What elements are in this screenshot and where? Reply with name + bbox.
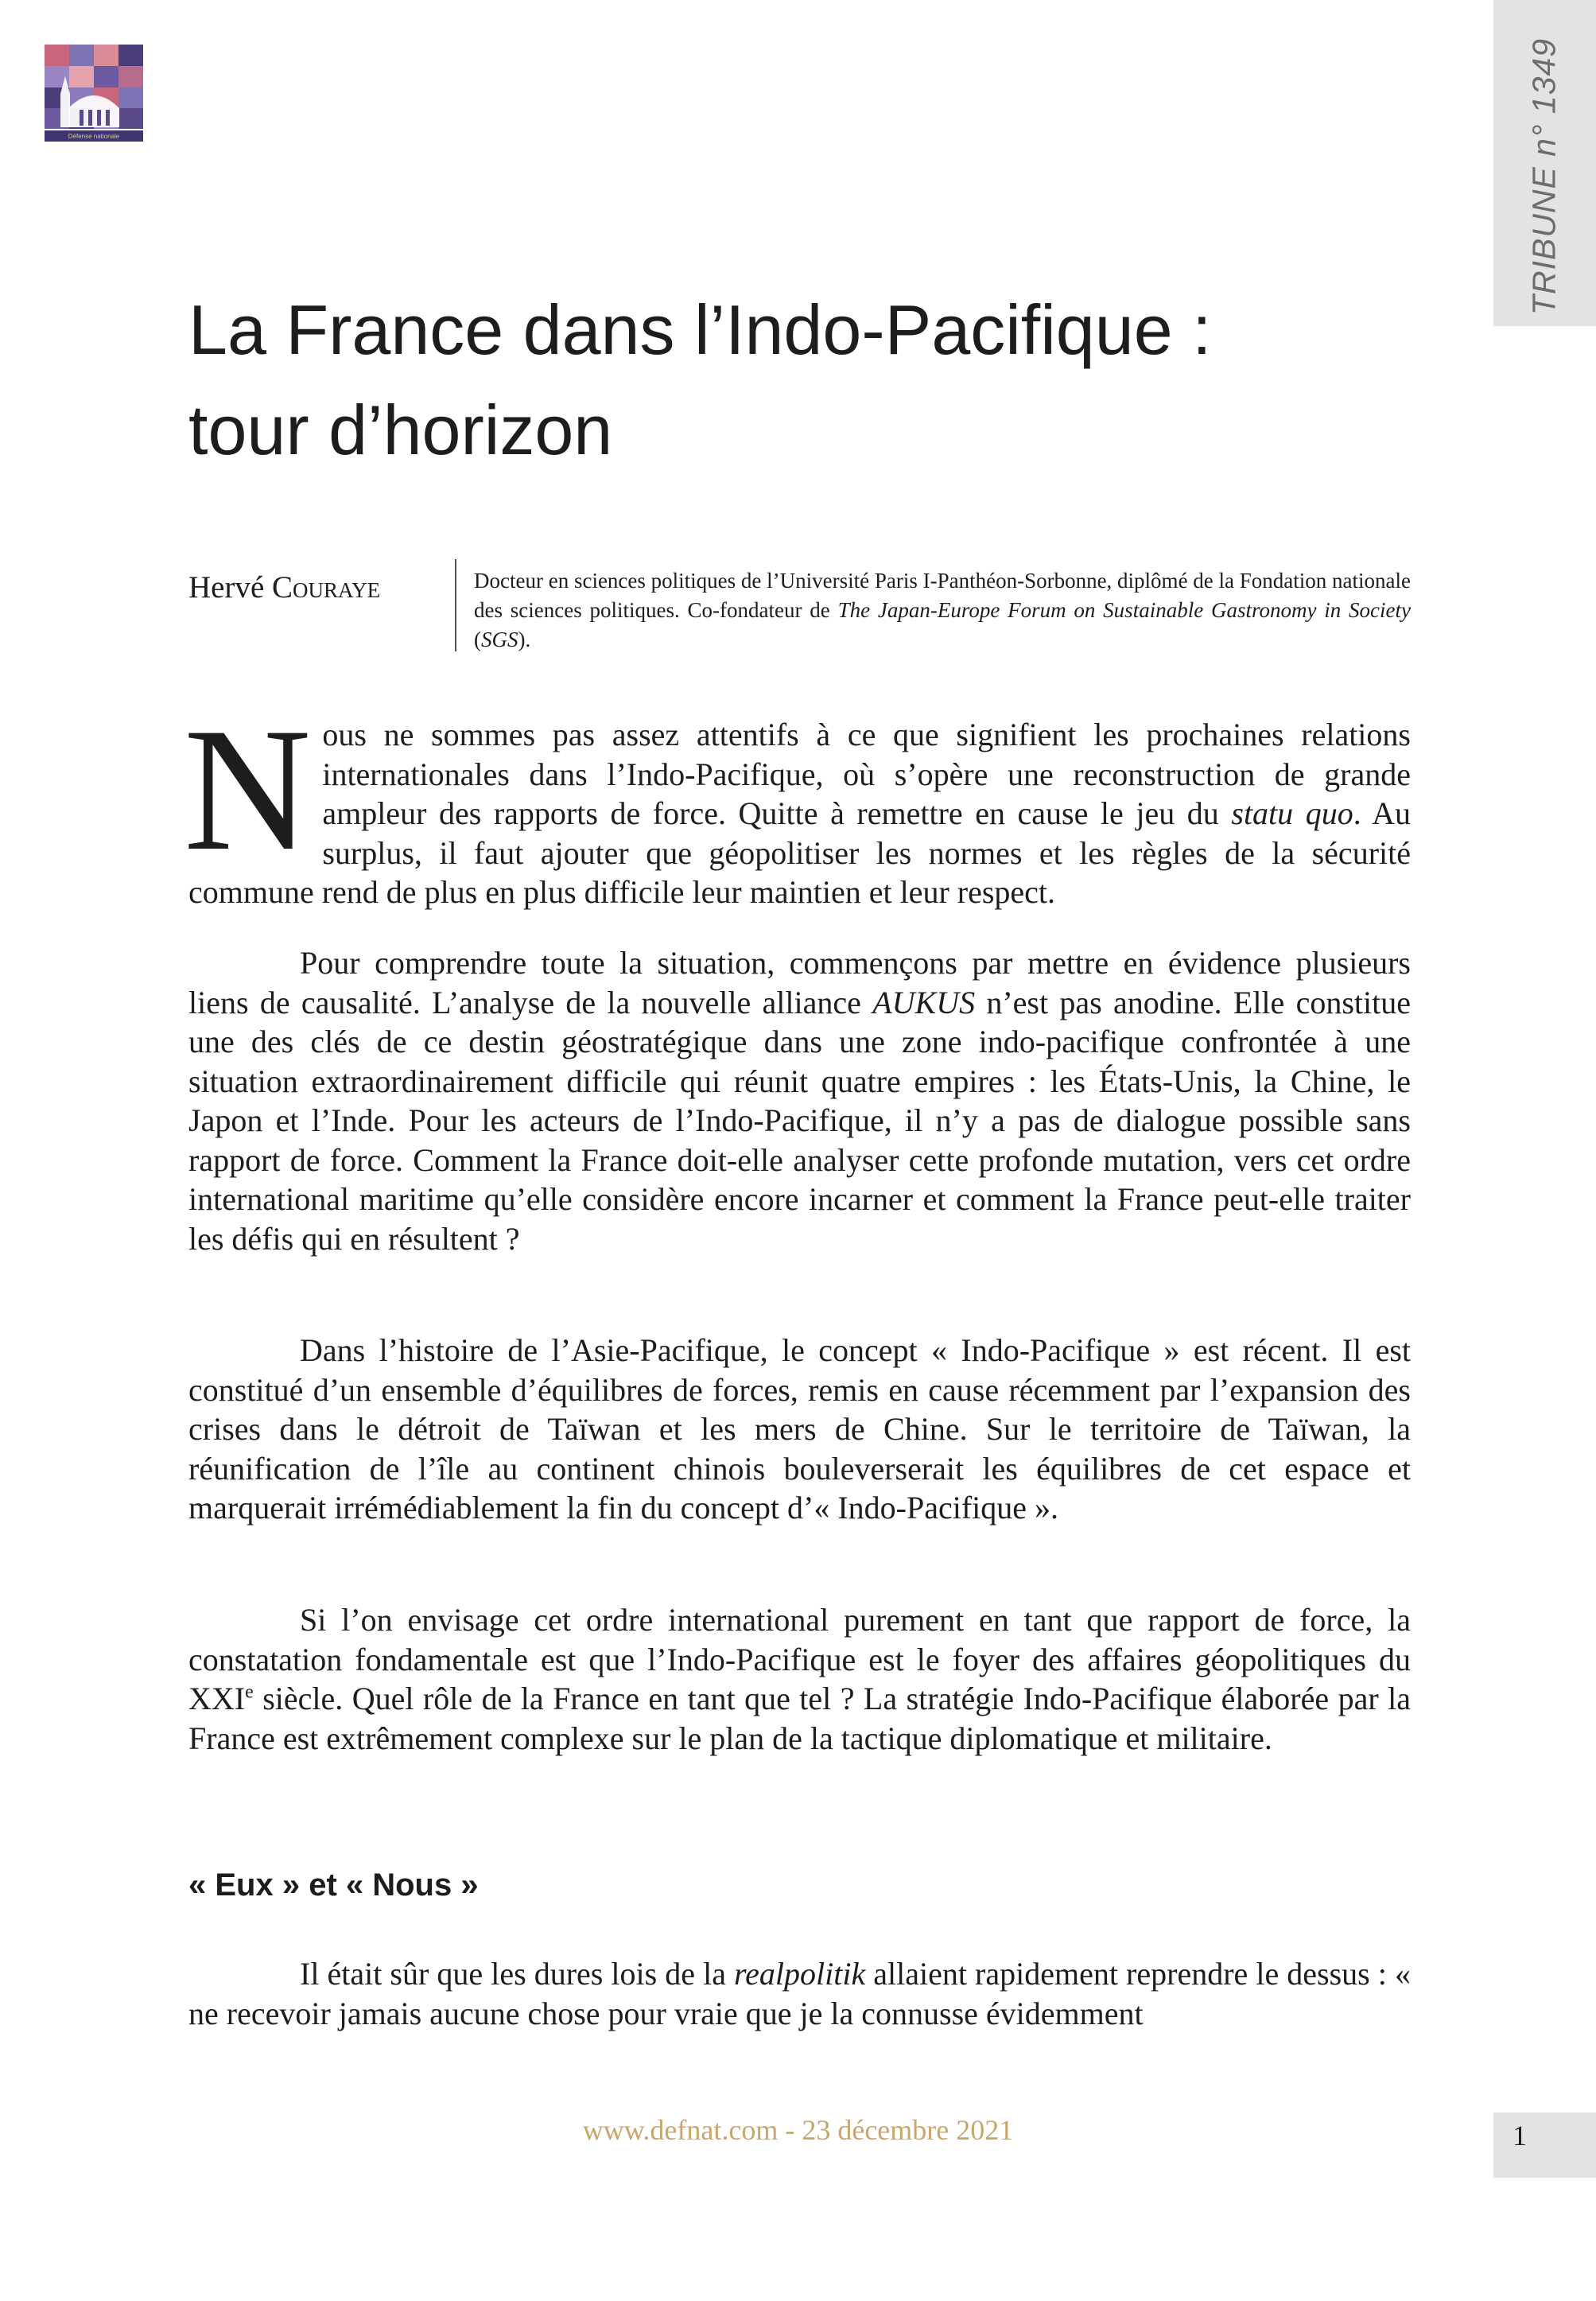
section-heading: « Eux » et « Nous » (188, 1868, 479, 1903)
author-bio (474, 566, 1411, 655)
author-first-name: Hervé (188, 570, 265, 604)
page-number-tab (1493, 2112, 1596, 2178)
paragraph-4 (188, 1600, 1411, 1758)
paragraph-text: Dans l’histoire de l’Asie-Pacifique, le concept « Indo-Pacifique » est récent. Il est constitué d’un ensemble d’équilibres de forces, remis en cause récemment par l’expansion des crises dans le détroit de Taïwan et les mers de Chine. Sur le territoire de Taïwan, la réunification de l’île au continent chinois bouleverserait les équilibres de cet espace et marquerait irrémédiablement la fin du concept d’« Indo-Pacifique ». (188, 1332, 1411, 1526)
author-divider (455, 559, 456, 651)
footer-url[interactable]: www.defnat.com (582, 2114, 779, 2146)
paragraph-3 (188, 1331, 1411, 1528)
bio-text: ( (474, 628, 481, 651)
paragraph-italic: statu quo (1231, 795, 1353, 831)
bio-text: Docteur en sciences politiques de l’Université Paris I-Panthéon-Sorbonne, diplômé de la Fondation nationale des sciences politiques. Co-fondateur de (474, 569, 1411, 622)
paragraph-2 (188, 943, 1411, 1258)
paragraph-text: Si l’on envisage cet ordre international purement en tant que rapport de force, la constatation fondamentale est que l’Indo-Pacifique est le foyer des affaires géopolitiques du XXI (188, 1602, 1411, 1716)
paragraph-text: Pour comprendre toute la situation, commençons par mettre en évidence plusieurs liens de causalité. L’analyse de la nouvelle alliance (188, 945, 1411, 1020)
page-number: 1 (1513, 2120, 1527, 2151)
logo-caption: Défense nationale (68, 133, 120, 140)
paragraph-italic: realpolitik (734, 1956, 866, 1992)
bio-forum-acronym: SGS (481, 628, 518, 651)
bio-forum-name: The Japan-Europe Forum on Sustainable Gastronomy in Society (837, 598, 1411, 622)
defnat-logo (45, 45, 143, 142)
tribune-number-label: TRIBUNE n° 1349 (1525, 37, 1563, 316)
paragraph-text: . Au surplus, il faut ajouter que géopolitiser les normes et les règles de la sécurité commune rend de plus en plus difficile leur maintien et leur respect. (188, 795, 1411, 910)
author-last-name: Couraye (272, 570, 381, 604)
bio-text: ). (518, 628, 531, 651)
drop-cap: N (184, 692, 312, 888)
footer-date: 23 décembre 2021 (802, 2114, 1014, 2146)
paragraph-text: ous ne sommes pas assez attentifs à ce que signifient les prochaines relations internationales dans l’Indo-Pacifique, où s’opère une reconstruction de grande ampleur des rapports de force. Quitte à remettre en cause le jeu du (322, 717, 1411, 831)
paragraph-text: siècle. Quel rôle de la France en tant que tel ? La stratégie Indo-Pacifique élaborée par la France est extrêmement complexe sur le plan de la tactique diplomatique et militaire. (188, 1681, 1411, 1756)
century-superscript: e (245, 1681, 254, 1703)
footer-separator: - (778, 2114, 802, 2146)
paragraph-1 (184, 692, 1411, 912)
paragraph-text: allaient rapidement reprendre le dessus : « ne recevoir jamais aucune chose pour vraie que je la connusse évidemment (188, 1956, 1411, 2031)
paragraph-text: Il était sûr que les dures lois de la (300, 1956, 735, 1992)
paragraph-text: n’est pas anodine. Elle constitue une des clés de ce destin géostratégique dans une zone indo-pacifique confrontée à une situation extraordinairement difficile qui réunit quatre empires : les États-Unis, la Chine, le Japon et l’Inde. Pour les acteurs de l’Indo-Pacifique, il n’y a pas de dialogue possible sans rapport de force. Comment la France doit-elle analyser cette profonde mutation, vers cet ordre international maritime qu’elle considère encore incarner et comment la France peut-elle traiter les défis qui en résultent ? (188, 984, 1411, 1257)
page-footer (0, 2113, 1596, 2147)
author-name (188, 569, 380, 605)
article-title-line-1: La France dans l’Indo-Pacifique : (188, 290, 1212, 369)
article-title (188, 280, 1429, 480)
paragraph-italic: AUKUS (872, 984, 976, 1020)
paragraph-5 (188, 1954, 1411, 2033)
article-title-line-2: tour d’horizon (188, 391, 613, 469)
